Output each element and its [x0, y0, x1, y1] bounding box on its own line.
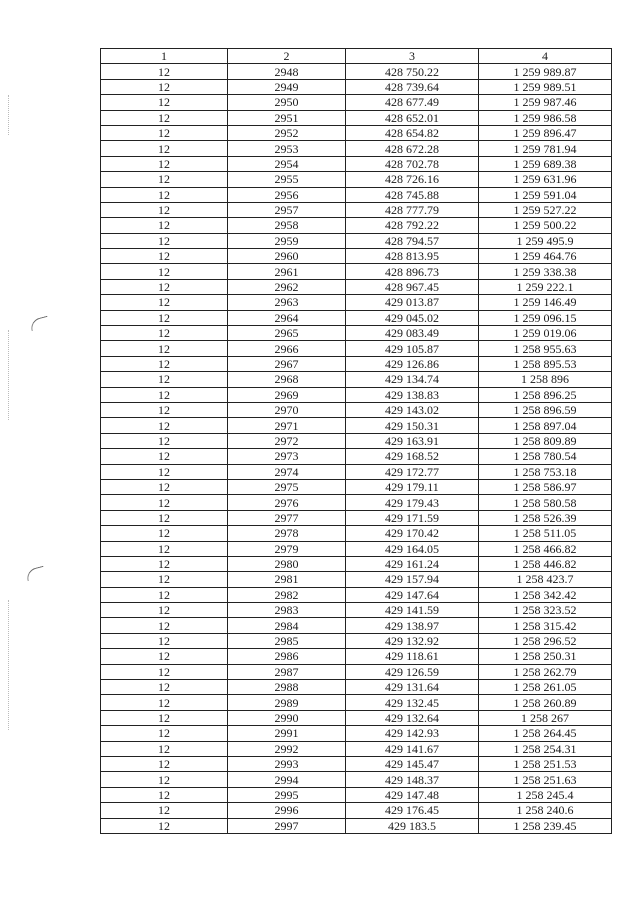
x-coordinate-cell: 429 168.52: [346, 449, 479, 464]
point-number-cell: 2965: [228, 326, 346, 341]
table-row: [101, 464, 612, 479]
x-coordinate-cell: 429 105.87: [346, 341, 479, 356]
table-row: [101, 95, 612, 110]
table-row: [101, 572, 612, 587]
table-row: [101, 187, 612, 202]
section-cell: 12: [101, 172, 228, 187]
x-coordinate-cell: 428 794.57: [346, 233, 479, 248]
x-coordinate-cell: 428 702.78: [346, 156, 479, 171]
point-number-cell: 2996: [228, 803, 346, 818]
x-coordinate-cell: 428 677.49: [346, 95, 479, 110]
section-cell: 12: [101, 695, 228, 710]
point-number-cell: 2949: [228, 79, 346, 94]
table-row: [101, 495, 612, 510]
point-number-cell: 2988: [228, 680, 346, 695]
section-cell: 12: [101, 741, 228, 756]
y-coordinate-cell: 1 258 423.7: [479, 572, 612, 587]
section-cell: 12: [101, 510, 228, 525]
point-number-cell: 2985: [228, 633, 346, 648]
x-coordinate-cell: 429 176.45: [346, 803, 479, 818]
y-coordinate-cell: 1 258 895.53: [479, 356, 612, 371]
section-cell: 12: [101, 356, 228, 371]
point-number-cell: 2961: [228, 264, 346, 279]
table-row: [101, 433, 612, 448]
y-coordinate-cell: 1 258 323.52: [479, 603, 612, 618]
x-coordinate-cell: 429 138.97: [346, 618, 479, 633]
x-coordinate-cell: 429 150.31: [346, 418, 479, 433]
x-coordinate-cell: 429 171.59: [346, 510, 479, 525]
table-row: [101, 372, 612, 387]
section-cell: 12: [101, 433, 228, 448]
table-row: [101, 402, 612, 417]
y-coordinate-cell: 1 258 267: [479, 710, 612, 725]
table-row: [101, 449, 612, 464]
x-coordinate-cell: 428 896.73: [346, 264, 479, 279]
point-number-cell: 2990: [228, 710, 346, 725]
table-row: [101, 772, 612, 787]
section-cell: 12: [101, 541, 228, 556]
section-cell: 12: [101, 818, 228, 833]
y-coordinate-cell: 1 259 222.1: [479, 279, 612, 294]
x-coordinate-cell: 429 141.67: [346, 741, 479, 756]
table-row: [101, 356, 612, 371]
y-coordinate-cell: 1 258 254.31: [479, 741, 612, 756]
x-coordinate-cell: 429 118.61: [346, 649, 479, 664]
y-coordinate-cell: 1 259 987.46: [479, 95, 612, 110]
table-row: [101, 218, 612, 233]
section-cell: 12: [101, 387, 228, 402]
y-coordinate-cell: 1 259 986.58: [479, 110, 612, 125]
table-row: [101, 587, 612, 602]
table-row: [101, 603, 612, 618]
point-number-cell: 2951: [228, 110, 346, 125]
section-cell: 12: [101, 341, 228, 356]
x-coordinate-cell: 429 138.83: [346, 387, 479, 402]
table-row: [101, 618, 612, 633]
section-cell: 12: [101, 233, 228, 248]
y-coordinate-cell: 1 259 500.22: [479, 218, 612, 233]
column-header: 4: [479, 49, 612, 64]
section-cell: 12: [101, 326, 228, 341]
x-coordinate-cell: 428 750.22: [346, 64, 479, 79]
table-row: [101, 633, 612, 648]
table-row: [101, 79, 612, 94]
point-number-cell: 2982: [228, 587, 346, 602]
y-coordinate-cell: 1 258 296.52: [479, 633, 612, 648]
x-coordinate-cell: 429 145.47: [346, 756, 479, 771]
x-coordinate-cell: 429 164.05: [346, 541, 479, 556]
section-cell: 12: [101, 726, 228, 741]
x-coordinate-cell: 429 132.45: [346, 695, 479, 710]
section-cell: 12: [101, 449, 228, 464]
x-coordinate-cell: 429 126.59: [346, 664, 479, 679]
section-cell: 12: [101, 279, 228, 294]
x-coordinate-cell: 429 148.37: [346, 772, 479, 787]
y-coordinate-cell: 1 259 896.47: [479, 125, 612, 140]
section-cell: 12: [101, 218, 228, 233]
point-number-cell: 2953: [228, 141, 346, 156]
section-cell: 12: [101, 526, 228, 541]
x-coordinate-cell: 428 672.28: [346, 141, 479, 156]
x-coordinate-cell: 429 157.94: [346, 572, 479, 587]
y-coordinate-cell: 1 258 780.54: [479, 449, 612, 464]
y-coordinate-cell: 1 258 896.25: [479, 387, 612, 402]
section-cell: 12: [101, 402, 228, 417]
y-coordinate-cell: 1 259 781.94: [479, 141, 612, 156]
table-row: [101, 680, 612, 695]
point-number-cell: 2980: [228, 556, 346, 571]
point-number-cell: 2992: [228, 741, 346, 756]
y-coordinate-cell: 1 259 591.04: [479, 187, 612, 202]
point-number-cell: 2963: [228, 295, 346, 310]
section-cell: 12: [101, 264, 228, 279]
coordinates-table: [100, 48, 612, 834]
table-body: [101, 49, 612, 834]
section-cell: 12: [101, 464, 228, 479]
section-cell: 12: [101, 110, 228, 125]
section-cell: 12: [101, 141, 228, 156]
table-row: [101, 526, 612, 541]
point-number-cell: 2981: [228, 572, 346, 587]
table-row: [101, 125, 612, 140]
y-coordinate-cell: 1 259 527.22: [479, 202, 612, 217]
section-cell: 12: [101, 249, 228, 264]
x-coordinate-cell: 428 792.22: [346, 218, 479, 233]
point-number-cell: 2971: [228, 418, 346, 433]
x-coordinate-cell: 429 141.59: [346, 603, 479, 618]
table-row: [101, 326, 612, 341]
section-cell: 12: [101, 787, 228, 802]
table-row: [101, 556, 612, 571]
x-coordinate-cell: 429 179.43: [346, 495, 479, 510]
point-number-cell: 2970: [228, 402, 346, 417]
y-coordinate-cell: 1 259 146.49: [479, 295, 612, 310]
x-coordinate-cell: 429 142.93: [346, 726, 479, 741]
table-row: [101, 202, 612, 217]
section-cell: 12: [101, 310, 228, 325]
section-cell: 12: [101, 803, 228, 818]
x-coordinate-cell: 429 132.64: [346, 710, 479, 725]
point-number-cell: 2969: [228, 387, 346, 402]
table-row: [101, 649, 612, 664]
section-cell: 12: [101, 95, 228, 110]
y-coordinate-cell: 1 258 240.6: [479, 803, 612, 818]
x-coordinate-cell: 429 161.24: [346, 556, 479, 571]
point-number-cell: 2979: [228, 541, 346, 556]
point-number-cell: 2960: [228, 249, 346, 264]
point-number-cell: 2957: [228, 202, 346, 217]
point-number-cell: 2989: [228, 695, 346, 710]
point-number-cell: 2993: [228, 756, 346, 771]
table-row: [101, 726, 612, 741]
table-row: [101, 233, 612, 248]
y-coordinate-cell: 1 258 511.05: [479, 526, 612, 541]
point-number-cell: 2964: [228, 310, 346, 325]
table-row: [101, 387, 612, 402]
table-row: [101, 664, 612, 679]
section-cell: 12: [101, 572, 228, 587]
y-coordinate-cell: 1 258 250.31: [479, 649, 612, 664]
table-row: [101, 249, 612, 264]
x-coordinate-cell: 429 143.02: [346, 402, 479, 417]
y-coordinate-cell: 1 258 580.58: [479, 495, 612, 510]
point-number-cell: 2950: [228, 95, 346, 110]
y-coordinate-cell: 1 258 251.53: [479, 756, 612, 771]
binding-hole-mark: [25, 566, 46, 582]
x-coordinate-cell: 429 045.02: [346, 310, 479, 325]
y-coordinate-cell: 1 259 464.76: [479, 249, 612, 264]
y-coordinate-cell: 1 258 753.18: [479, 464, 612, 479]
table-row: [101, 418, 612, 433]
table-row: [101, 264, 612, 279]
column-header: 2: [228, 49, 346, 64]
point-number-cell: 2987: [228, 664, 346, 679]
y-coordinate-cell: 1 258 809.89: [479, 433, 612, 448]
y-coordinate-cell: 1 259 689.38: [479, 156, 612, 171]
section-cell: 12: [101, 64, 228, 79]
point-number-cell: 2959: [228, 233, 346, 248]
point-number-cell: 2948: [228, 64, 346, 79]
section-cell: 12: [101, 372, 228, 387]
y-coordinate-cell: 1 258 896.59: [479, 402, 612, 417]
y-coordinate-cell: 1 258 526.39: [479, 510, 612, 525]
table-row: [101, 510, 612, 525]
y-coordinate-cell: 1 258 955.63: [479, 341, 612, 356]
binding-hole-mark: [29, 316, 50, 332]
y-coordinate-cell: 1 259 631.96: [479, 172, 612, 187]
margin-dots: [8, 600, 11, 730]
x-coordinate-cell: 428 745.88: [346, 187, 479, 202]
table-row: [101, 279, 612, 294]
y-coordinate-cell: 1 258 251.63: [479, 772, 612, 787]
point-number-cell: 2958: [228, 218, 346, 233]
point-number-cell: 2973: [228, 449, 346, 464]
point-number-cell: 2952: [228, 125, 346, 140]
table-row: [101, 741, 612, 756]
table-row: [101, 803, 612, 818]
y-coordinate-cell: 1 258 342.42: [479, 587, 612, 602]
y-coordinate-cell: 1 259 495.9: [479, 233, 612, 248]
y-coordinate-cell: 1 258 264.45: [479, 726, 612, 741]
section-cell: 12: [101, 556, 228, 571]
table-row: [101, 64, 612, 79]
y-coordinate-cell: 1 259 989.51: [479, 79, 612, 94]
point-number-cell: 2974: [228, 464, 346, 479]
margin-dots: [8, 95, 11, 135]
margin-dots: [8, 330, 11, 420]
section-cell: 12: [101, 710, 228, 725]
table-row: [101, 295, 612, 310]
section-cell: 12: [101, 156, 228, 171]
x-coordinate-cell: 428 813.95: [346, 249, 479, 264]
column-header: 3: [346, 49, 479, 64]
y-coordinate-cell: 1 258 260.89: [479, 695, 612, 710]
section-cell: 12: [101, 680, 228, 695]
table-row: [101, 479, 612, 494]
x-coordinate-cell: 428 777.79: [346, 202, 479, 217]
x-coordinate-cell: 429 170.42: [346, 526, 479, 541]
section-cell: 12: [101, 603, 228, 618]
table-row: [101, 756, 612, 771]
x-coordinate-cell: 429 172.77: [346, 464, 479, 479]
point-number-cell: 2955: [228, 172, 346, 187]
section-cell: 12: [101, 649, 228, 664]
point-number-cell: 2997: [228, 818, 346, 833]
x-coordinate-cell: 428 726.16: [346, 172, 479, 187]
y-coordinate-cell: 1 259 989.87: [479, 64, 612, 79]
y-coordinate-cell: 1 258 466.82: [479, 541, 612, 556]
point-number-cell: 2968: [228, 372, 346, 387]
section-cell: 12: [101, 202, 228, 217]
x-coordinate-cell: 428 654.82: [346, 125, 479, 140]
y-coordinate-cell: 1 258 315.42: [479, 618, 612, 633]
point-number-cell: 2984: [228, 618, 346, 633]
table-row: [101, 541, 612, 556]
section-cell: 12: [101, 495, 228, 510]
table-row: [101, 110, 612, 125]
point-number-cell: 2956: [228, 187, 346, 202]
point-number-cell: 2986: [228, 649, 346, 664]
y-coordinate-cell: 1 258 446.82: [479, 556, 612, 571]
section-cell: 12: [101, 187, 228, 202]
section-cell: 12: [101, 479, 228, 494]
table-header-row: [101, 49, 612, 64]
section-cell: 12: [101, 772, 228, 787]
column-header: 1: [101, 49, 228, 64]
point-number-cell: 2954: [228, 156, 346, 171]
section-cell: 12: [101, 79, 228, 94]
x-coordinate-cell: 429 083.49: [346, 326, 479, 341]
table-row: [101, 341, 612, 356]
point-number-cell: 2995: [228, 787, 346, 802]
table-row: [101, 787, 612, 802]
section-cell: 12: [101, 418, 228, 433]
point-number-cell: 2978: [228, 526, 346, 541]
x-coordinate-cell: 429 131.64: [346, 680, 479, 695]
point-number-cell: 2983: [228, 603, 346, 618]
x-coordinate-cell: 429 134.74: [346, 372, 479, 387]
table-row: [101, 310, 612, 325]
y-coordinate-cell: 1 258 896: [479, 372, 612, 387]
point-number-cell: 2991: [228, 726, 346, 741]
y-coordinate-cell: 1 258 245.4: [479, 787, 612, 802]
x-coordinate-cell: 429 163.91: [346, 433, 479, 448]
table-row: [101, 172, 612, 187]
x-coordinate-cell: 429 147.48: [346, 787, 479, 802]
section-cell: 12: [101, 618, 228, 633]
point-number-cell: 2994: [228, 772, 346, 787]
point-number-cell: 2967: [228, 356, 346, 371]
point-number-cell: 2972: [228, 433, 346, 448]
y-coordinate-cell: 1 258 586.97: [479, 479, 612, 494]
y-coordinate-cell: 1 259 019.06: [479, 326, 612, 341]
x-coordinate-cell: 428 967.45: [346, 279, 479, 294]
section-cell: 12: [101, 664, 228, 679]
y-coordinate-cell: 1 258 239.45: [479, 818, 612, 833]
y-coordinate-cell: 1 258 262.79: [479, 664, 612, 679]
table-row: [101, 710, 612, 725]
x-coordinate-cell: 429 183.5: [346, 818, 479, 833]
table-row: [101, 818, 612, 833]
y-coordinate-cell: 1 259 096.15: [479, 310, 612, 325]
section-cell: 12: [101, 756, 228, 771]
point-number-cell: 2976: [228, 495, 346, 510]
x-coordinate-cell: 429 013.87: [346, 295, 479, 310]
section-cell: 12: [101, 125, 228, 140]
y-coordinate-cell: 1 258 897.04: [479, 418, 612, 433]
section-cell: 12: [101, 633, 228, 648]
table-row: [101, 156, 612, 171]
table-row: [101, 141, 612, 156]
point-number-cell: 2966: [228, 341, 346, 356]
x-coordinate-cell: 429 132.92: [346, 633, 479, 648]
x-coordinate-cell: 428 739.64: [346, 79, 479, 94]
y-coordinate-cell: 1 258 261.05: [479, 680, 612, 695]
x-coordinate-cell: 429 147.64: [346, 587, 479, 602]
point-number-cell: 2975: [228, 479, 346, 494]
point-number-cell: 2977: [228, 510, 346, 525]
x-coordinate-cell: 429 179.11: [346, 479, 479, 494]
section-cell: 12: [101, 587, 228, 602]
y-coordinate-cell: 1 259 338.38: [479, 264, 612, 279]
section-cell: 12: [101, 295, 228, 310]
point-number-cell: 2962: [228, 279, 346, 294]
x-coordinate-cell: 429 126.86: [346, 356, 479, 371]
x-coordinate-cell: 428 652.01: [346, 110, 479, 125]
table-row: [101, 695, 612, 710]
